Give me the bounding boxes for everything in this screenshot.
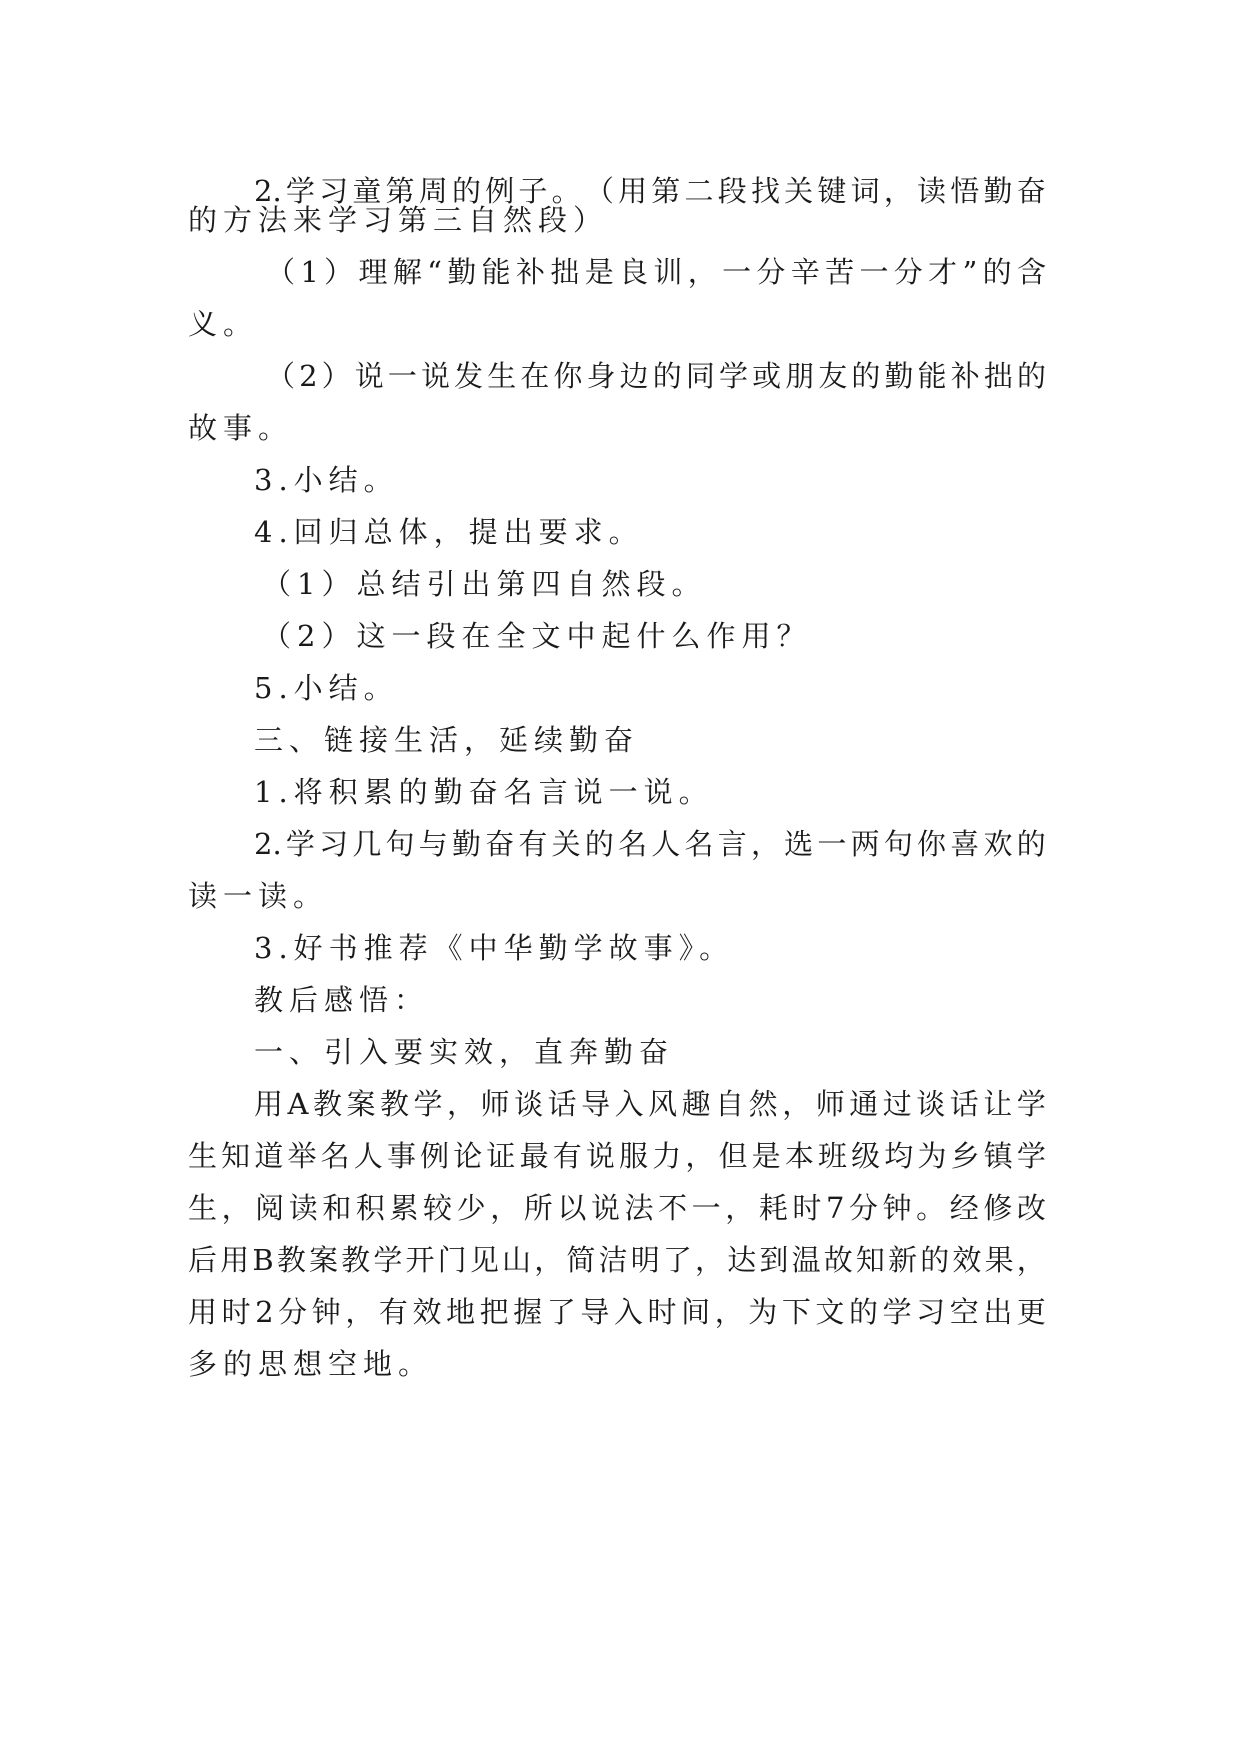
glyph: 山 [502, 1243, 532, 1277]
paragraph-line [0, 1335, 1241, 1393]
glyph: 一 [817, 827, 847, 861]
glyph: 一 [387, 359, 417, 393]
glyph: 的 [982, 255, 1012, 289]
glyph: 勤 [451, 827, 481, 861]
glyph: 奋 [485, 827, 515, 861]
glyph: 效 [412, 1295, 442, 1329]
paragraph-line [0, 1179, 1241, 1237]
glyph: 通 [849, 1087, 879, 1121]
glyph: 教 [341, 1243, 371, 1277]
glyph: 学 [718, 359, 748, 393]
glyph: （ [266, 255, 296, 289]
glyph: 导 [581, 1087, 611, 1121]
glyph: 累 [389, 1191, 419, 1225]
glyph: 名 [618, 827, 648, 861]
glyph: 知 [855, 1243, 885, 1277]
glyph: 几 [352, 827, 382, 861]
glyph: 为 [748, 1295, 778, 1329]
glyph: 经 [949, 1191, 979, 1225]
paragraph-line [0, 607, 1241, 665]
glyph: 的 [1016, 359, 1046, 393]
glyph: 入 [613, 1295, 643, 1329]
glyph: 了 [546, 1295, 576, 1329]
glyph: 才 [928, 255, 958, 289]
glyph: （ [266, 359, 296, 393]
glyph: 欢 [983, 827, 1013, 861]
glyph: 级 [851, 1139, 881, 1173]
glyph: 有 [378, 1295, 408, 1329]
glyph: 所 [523, 1191, 553, 1225]
text: 3.好书推荐《中华勤学故事》。 [254, 931, 735, 965]
glyph: ， [782, 1087, 812, 1121]
glyph: 名 [320, 1139, 350, 1173]
glyph: “ [427, 255, 442, 289]
glyph: 达 [727, 1243, 757, 1277]
glyph: 有 [518, 827, 548, 861]
glyph: 补 [950, 359, 980, 393]
glyph: 新 [888, 1243, 918, 1277]
justified-text [254, 815, 1046, 873]
glyph: 习 [319, 174, 349, 208]
glyph: 的 [1016, 827, 1046, 861]
glyph: 握 [513, 1295, 543, 1329]
justified-text [266, 347, 1046, 405]
glyph: 案 [346, 1087, 376, 1121]
glyph: 拙 [550, 255, 580, 289]
glyph: 话 [949, 1087, 979, 1121]
glyph: ， [490, 1191, 520, 1225]
glyph: 例 [420, 1139, 450, 1173]
glyph: 键 [817, 174, 847, 208]
glyph: 让 [983, 1087, 1013, 1121]
glyph: 了 [662, 1243, 692, 1277]
glyph: 习 [319, 827, 349, 861]
glyph: 钟 [311, 1295, 341, 1329]
section-heading: 三、链接生活，延续勤奋 [254, 723, 640, 757]
glyph: 分 [893, 255, 923, 289]
glyph: 空 [949, 1295, 979, 1329]
paragraph-line [0, 919, 1241, 977]
glyph: ， [345, 1295, 375, 1329]
glyph: 耗 [758, 1191, 788, 1225]
glyph: 班 [817, 1139, 847, 1173]
glyph: 文 [815, 1295, 845, 1329]
text: 1.将积累的勤奋名言说一说。 [254, 775, 714, 809]
glyph: 你 [553, 359, 583, 393]
glyph: 案 [308, 1243, 338, 1277]
glyph: 读 [917, 174, 947, 208]
glyph: 以 [557, 1191, 587, 1225]
paragraph-line [0, 347, 1241, 405]
glyph: 两 [850, 827, 880, 861]
glyph: （ [584, 174, 614, 208]
glyph: 镇 [983, 1139, 1013, 1173]
glyph: ， [883, 174, 913, 208]
glyph: 下 [781, 1295, 811, 1329]
glyph: 学 [413, 1087, 443, 1121]
glyph: 把 [479, 1295, 509, 1329]
glyph: 人 [353, 1139, 383, 1173]
paragraph-line [0, 711, 1241, 769]
glyph: 2 [299, 359, 318, 393]
glyph: 二 [684, 174, 714, 208]
glyph: 2. [254, 827, 282, 861]
glyph: 积 [355, 1191, 385, 1225]
glyph: 生 [188, 1139, 218, 1173]
glyph: 含 [1016, 255, 1046, 289]
glyph: 找 [750, 174, 780, 208]
glyph: ） [321, 359, 351, 393]
paragraph-line [0, 1283, 1241, 1341]
glyph: 分 [278, 1295, 308, 1329]
glyph: 不 [658, 1191, 688, 1225]
text: 的方法来学习第三自然段） [188, 203, 609, 237]
glyph: ， [534, 1243, 564, 1277]
glyph: 法 [624, 1191, 654, 1225]
glyph: 的 [849, 1295, 879, 1329]
glyph: 温 [791, 1243, 821, 1277]
glyph: 勤 [884, 359, 914, 393]
glyph: 良 [619, 255, 649, 289]
glyph: 奋 [1016, 174, 1046, 208]
glyph: 词 [850, 174, 880, 208]
paragraph-line [0, 451, 1241, 509]
glyph: B [252, 1243, 274, 1277]
glyph: ， [687, 255, 717, 289]
glyph: 风 [648, 1087, 678, 1121]
glyph: 谈 [514, 1087, 544, 1121]
glyph: 分 [756, 255, 786, 289]
glyph: 效 [952, 1243, 982, 1277]
glyph: 1 [300, 255, 319, 289]
glyph: 同 [685, 359, 715, 393]
paragraph-line [0, 1231, 1241, 1289]
glyph: 句 [883, 827, 913, 861]
glyph: 有 [552, 1139, 582, 1173]
glyph: 用 [220, 1243, 250, 1277]
glyph: 学 [882, 1295, 912, 1329]
glyph: 生 [487, 359, 517, 393]
justified-text [188, 1179, 1046, 1237]
glyph: 导 [580, 1295, 610, 1329]
glyph: 教 [276, 1243, 306, 1277]
justified-text [188, 1231, 1046, 1289]
glyph: 更 [1016, 1295, 1046, 1329]
glyph: 周 [418, 174, 448, 208]
glyph: 地 [446, 1295, 476, 1329]
glyph: 发 [454, 359, 484, 393]
glyph: 说 [590, 1191, 620, 1225]
justified-text [188, 1283, 1046, 1341]
glyph: 补 [516, 255, 546, 289]
glyph: 说 [354, 359, 384, 393]
glyph: ， [695, 1243, 725, 1277]
text: （1）总结引出第四自然段。 [262, 567, 707, 601]
glyph: 分 [849, 1191, 879, 1225]
glyph: 关 [551, 827, 581, 861]
glyph: 谈 [916, 1087, 946, 1121]
glyph: 言 [717, 827, 747, 861]
text: 故事。 [188, 411, 294, 445]
glyph: 。 [551, 174, 581, 208]
glyph: 子 [518, 174, 548, 208]
glyph: 在 [520, 359, 550, 393]
glyph: 间 [681, 1295, 711, 1329]
paragraph-line [0, 763, 1241, 821]
glyph: 说 [585, 1139, 615, 1173]
glyph: 是 [751, 1139, 781, 1173]
glyph: 学 [285, 827, 315, 861]
glyph: 名 [684, 827, 714, 861]
glyph: 段 [717, 174, 747, 208]
glyph: 的 [451, 174, 481, 208]
glyph: ， [750, 827, 780, 861]
glyph: 理 [358, 255, 388, 289]
glyph: 。 [916, 1191, 946, 1225]
paragraph-line [0, 503, 1241, 561]
paragraph-line [0, 1075, 1241, 1133]
glyph: 论 [453, 1139, 483, 1173]
glyph: 朋 [785, 359, 815, 393]
glyph: 道 [254, 1139, 284, 1173]
glyph: 开 [405, 1243, 435, 1277]
glyph: 2 [255, 1295, 274, 1329]
glyph: 苦 [825, 255, 855, 289]
glyph: 第 [385, 174, 415, 208]
glyph: 句 [385, 827, 415, 861]
glyph: 事 [386, 1139, 416, 1173]
paragraph-line [0, 815, 1241, 873]
glyph: 学 [1016, 1139, 1046, 1173]
glyph: 一 [722, 255, 752, 289]
text: 5.小结。 [254, 671, 399, 705]
glyph: 或 [752, 359, 782, 393]
glyph: ” [962, 255, 978, 289]
glyph: 一 [691, 1191, 721, 1225]
glyph: 身 [586, 359, 616, 393]
glyph: 修 [983, 1191, 1013, 1225]
justified-text [254, 1075, 1046, 1133]
glyph: 说 [420, 359, 450, 393]
glyph: 简 [566, 1243, 596, 1277]
glyph: ， [221, 1191, 251, 1225]
glyph: 时 [221, 1295, 251, 1329]
glyph: 教 [380, 1087, 410, 1121]
glyph: ， [1016, 1243, 1046, 1277]
glyph: 用 [254, 1087, 284, 1121]
glyph: 与 [418, 827, 448, 861]
glyph: 选 [784, 827, 814, 861]
glyph: 入 [614, 1087, 644, 1121]
text: 3.小结。 [254, 463, 399, 497]
glyph: 服 [619, 1139, 649, 1173]
glyph: 学 [1016, 1087, 1046, 1121]
glyph: ， [685, 1139, 715, 1173]
glyph: 师 [480, 1087, 510, 1121]
glyph: 第 [651, 174, 681, 208]
glyph: A [287, 1087, 309, 1121]
paragraph-line [0, 1023, 1241, 1081]
glyph: 师 [815, 1087, 845, 1121]
glyph: 一 [859, 255, 889, 289]
glyph: 你 [917, 827, 947, 861]
glyph: 出 [983, 1295, 1013, 1329]
glyph: 的 [584, 827, 614, 861]
glyph: 果 [984, 1243, 1014, 1277]
glyph: 勤 [983, 174, 1013, 208]
glyph: 话 [547, 1087, 577, 1121]
paragraph-line [0, 555, 1241, 613]
glyph: 拙 [983, 359, 1013, 393]
glyph: 的 [920, 1243, 950, 1277]
glyph: 然 [748, 1087, 778, 1121]
text: 义。 [188, 307, 259, 341]
glyph: 关 [784, 174, 814, 208]
glyph: 能 [917, 359, 947, 393]
glyph: 例 [485, 174, 515, 208]
glyph: 悟 [950, 174, 980, 208]
glyph: 勤 [447, 255, 477, 289]
glyph: 乡 [950, 1139, 980, 1173]
glyph: 时 [647, 1295, 677, 1329]
glyph: 力 [652, 1139, 682, 1173]
justified-text [266, 243, 1046, 301]
glyph: 改 [1016, 1191, 1046, 1225]
glyph: 的 [851, 359, 881, 393]
glyph: 知 [221, 1139, 251, 1173]
glyph: 辛 [790, 255, 820, 289]
glyph: 用 [188, 1295, 218, 1329]
glyph: 后 [188, 1243, 218, 1277]
glyph: 见 [469, 1243, 499, 1277]
paragraph-line [0, 243, 1241, 301]
glyph: 和 [322, 1191, 352, 1225]
glyph: 故 [823, 1243, 853, 1277]
glyph: 少 [456, 1191, 486, 1225]
glyph: ， [725, 1191, 755, 1225]
glyph: 解 [392, 255, 422, 289]
glyph: ， [714, 1295, 744, 1329]
glyph: 自 [715, 1087, 745, 1121]
glyph: 学 [285, 174, 315, 208]
glyph: 读 [288, 1191, 318, 1225]
paragraph-line [0, 1127, 1241, 1185]
glyph: 生 [188, 1191, 218, 1225]
glyph: 边 [619, 359, 649, 393]
glyph: 教 [312, 1087, 342, 1121]
glyph: 门 [437, 1243, 467, 1277]
glyph: 人 [651, 827, 681, 861]
glyph: 训 [653, 255, 683, 289]
glyph: 洁 [598, 1243, 628, 1277]
paragraph-line [0, 295, 1241, 353]
glyph: 阅 [255, 1191, 285, 1225]
text: 4.回归总体，提出要求。 [254, 515, 644, 549]
paragraph-line [0, 399, 1241, 457]
glyph: ， [447, 1087, 477, 1121]
glyph: 的 [652, 359, 682, 393]
glyph: 均 [884, 1139, 914, 1173]
glyph: 为 [917, 1139, 947, 1173]
glyph: 7 [825, 1191, 845, 1225]
glyph: 明 [630, 1243, 660, 1277]
paragraph-line [0, 191, 1241, 249]
glyph: 本 [784, 1139, 814, 1173]
paragraph-line [0, 971, 1241, 1029]
glyph: 过 [882, 1087, 912, 1121]
glyph: 到 [759, 1243, 789, 1277]
glyph: 能 [481, 255, 511, 289]
text: 教后感悟： [254, 983, 430, 1017]
glyph: 习 [916, 1295, 946, 1329]
glyph: 钟 [882, 1191, 912, 1225]
text: 读一读。 [188, 879, 329, 913]
justified-text [188, 1127, 1046, 1185]
glyph: 趣 [681, 1087, 711, 1121]
glyph: 较 [423, 1191, 453, 1225]
glyph: 童 [352, 174, 382, 208]
glyph: 举 [287, 1139, 317, 1173]
glyph: 学 [373, 1243, 403, 1277]
glyph: 友 [818, 359, 848, 393]
glyph: 时 [792, 1191, 822, 1225]
paragraph-line [0, 659, 1241, 717]
section-heading: 一、引入要实效，直奔勤奋 [254, 1035, 675, 1069]
glyph: 最 [519, 1139, 549, 1173]
glyph: 但 [718, 1139, 748, 1173]
text: 多的思想空地。 [188, 1347, 434, 1381]
glyph: ） [324, 255, 354, 289]
glyph: 是 [584, 255, 614, 289]
paragraph-line [0, 867, 1241, 925]
glyph: 用 [618, 174, 648, 208]
glyph: 2. [254, 174, 282, 208]
glyph: 喜 [950, 827, 980, 861]
glyph: 证 [486, 1139, 516, 1173]
text: （2）这一段在全文中起什么作用？ [262, 619, 812, 653]
